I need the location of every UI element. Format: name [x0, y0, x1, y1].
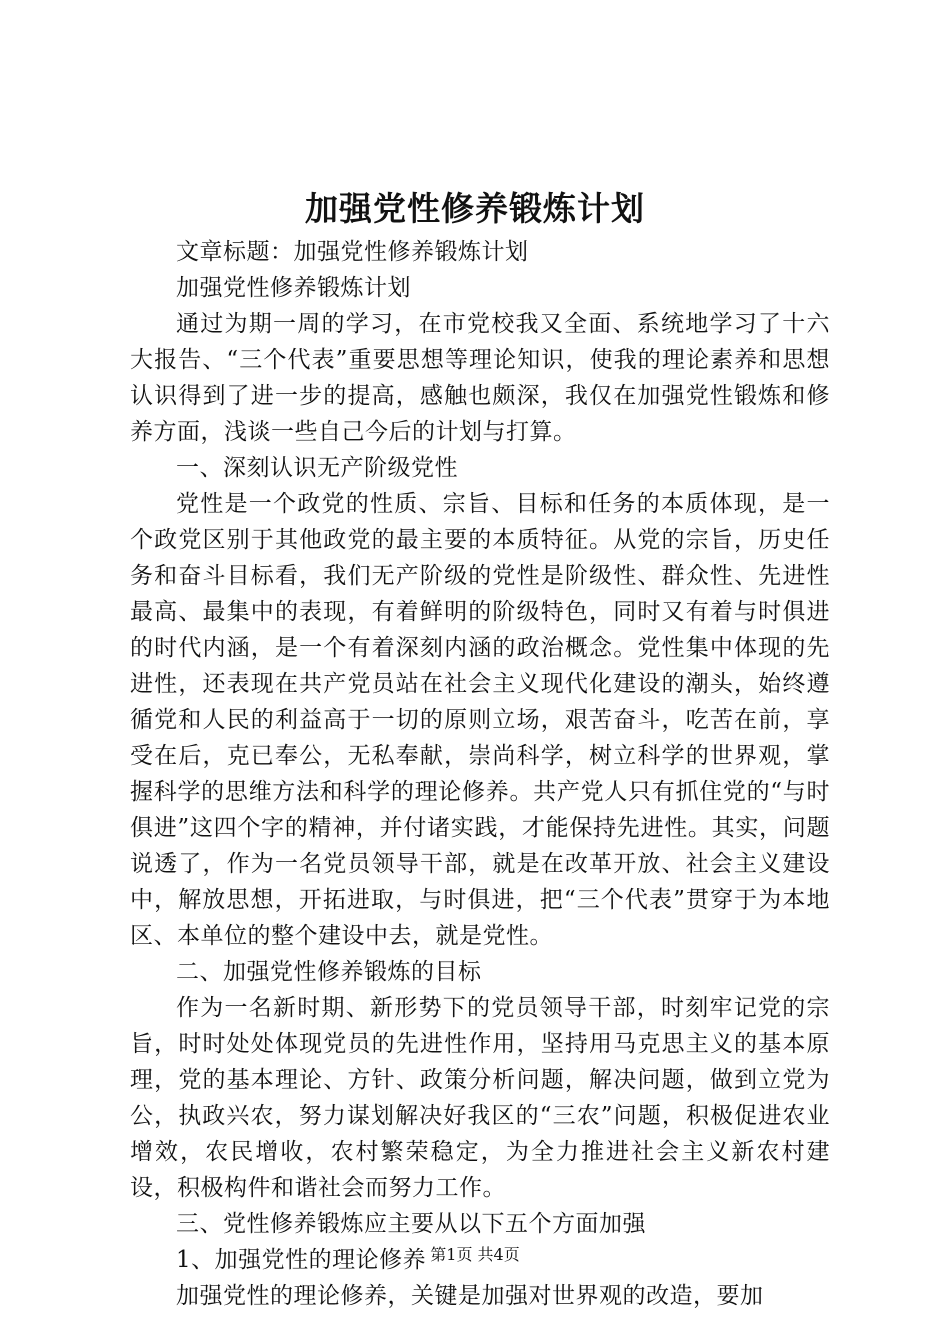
page-footer: 第1页 共4页	[430, 1245, 520, 1264]
document-title: 加强党性修养锻炼计划	[305, 189, 645, 228]
document-body	[130, 234, 830, 1314]
subsection-heading-1: 1、加强党性的理论修养	[176, 1247, 427, 1273]
section-1-paragraph: 党性是一个政党的性质、宗旨、目标和任务的本质体现，是一个政党区别于其他政党的最主要的本质特征。从党的宗旨，历史任务和奋斗目标看，我们无产阶级的党性是阶级性、群众性、先进性最高、最集中的表现，有着鲜明的阶级特色，同时又有着与时俱进的时代内涵，是一个有着深刻内涵的政治概念。党性集中体现的先进性，还表现在共产党员站在社会主义现代化建设的潮头，始终遵循党和人民的利益高于一切的原则立场，艰苦奋斗，吃苦在前，享受在后，克已奉公，无私奉献，崇尚科学，树立科学的世界观，掌握科学的思维方法和科学的理论修养。共产党人只有抓住党的“与时俱进”这四个字的精神，并付诸实践，才能保持先进性。其实，问题说透了，作为一名党员领导干部，就是在改革开放、社会主义建设中，解放思想，开拓进取，与时俱进，把“三个代表”贯穿于为本地区、本单位的整个建设中去，就是党性。	[130, 491, 830, 949]
intro-paragraph: 通过为期一周的学习，在市党校我又全面、系统地学习了十六大报告、“三个代表”重要思想等理论知识，使我的理论素养和思想认识得到了进一步的提高，感触也颇深，我仅在加强党性锻炼和修养方面，浅谈一些自己今后的计划与打算。	[130, 311, 830, 445]
section-heading-3: 三、党性修养锻炼应主要从以下五个方面加强	[176, 1211, 646, 1237]
section-heading-1: 一、深刻认识无产阶级党性	[176, 455, 458, 481]
article-title-line: 文章标题：加强党性修养锻炼计划	[176, 239, 529, 265]
subsection-1-paragraph: 加强党性的理论修养，关键是加强对世界观的改造，要加	[176, 1283, 764, 1309]
section-heading-2: 二、加强党性修养锻炼的目标	[176, 959, 482, 985]
section-2-paragraph: 作为一名新时期、新形势下的党员领导干部，时刻牢记党的宗旨，时时处处体现党员的先进性作用，坚持用马克思主义的基本原理，党的基本理论、方针、政策分析问题，解决问题，做到立党为公，执政兴农，努力谋划解决好我区的“三农”问题，积极促进农业增效，农民增收，农村繁荣稳定，为全力推进社会主义新农村建设，积极构件和谐社会而努力工作。	[130, 995, 830, 1201]
subtitle-line: 加强党性修养锻炼计划	[176, 275, 411, 301]
